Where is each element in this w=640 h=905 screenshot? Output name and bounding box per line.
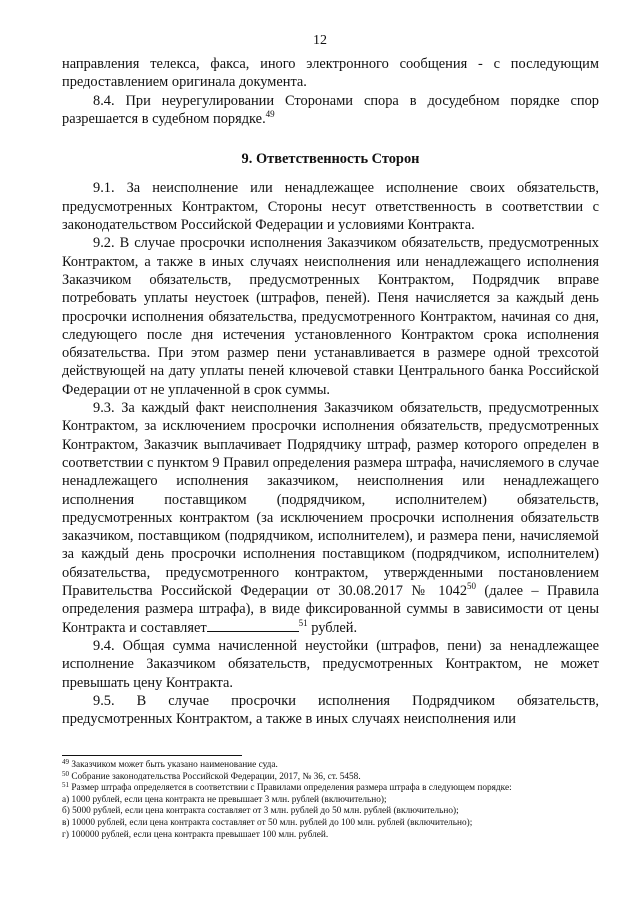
paragraph-9-5: 9.5. В случае просрочки исполнения Подрядчиком обязательств, предусмотренных Контрактом, а также в иных случаях неисполнения или — [62, 692, 599, 728]
paragraph-text: направления телекса, факса, иного электронного сообщения - с последующим предоставлением оригинала документа. — [62, 56, 599, 91]
footnote-text: г) 100000 рублей, если цена контракта превышает 100 млн. рублей. — [62, 829, 329, 840]
paragraph-text: (далее – Правила определения размера штрафа), в виде фиксированной суммы в зависимости от цены Контракта и составляет — [62, 583, 599, 636]
paragraph-text: 9.3. За каждый факт неисполнения Заказчиком обязательств, предусмотренных Контрактом, за исключением просрочки исполнения обязательств, предусмотренных Контрактом, Заказчик выплачивает Подрядчику штраф, размер которого определен в соответствии с пунктом 9 Правил определения размера штрафа, начисляемого в случае ненадлежащего исполнения заказчиком, неисполнения или ненадлежащего исполнения поставщиком (подрядчиком, исполнителем) обязательств, предусмотренных контрактом (за исключением просрочки исполнения обязательств заказчиком, поставщиком (подрядчиком, исполнителем), и размера пени, начисляемой за каждый день просрочки исполнения поставщиком (подрядчиком, исполнителем) обязательства, предусмотренного контрактом, утвержденными постановлением Правительства Российской Федерации от 30.08.2017 № 1042 — [62, 400, 599, 600]
footnote-ref-49: 49 — [265, 108, 275, 119]
footnote-item-c — [62, 818, 599, 830]
footnote-number: 50 — [62, 769, 69, 778]
footnote-49 — [62, 760, 599, 772]
paragraph-9-3 — [62, 399, 599, 637]
footnote-item-b — [62, 806, 599, 818]
footnote-text: б) 5000 рублей, если цена контракта составляет от 3 млн. рублей до 50 млн. рублей (включительно); — [62, 806, 459, 817]
fill-in-blank — [207, 620, 299, 632]
paragraph-9-4: 9.4. Общая сумма начисленной неустойки (штрафов, пени) за ненадлежащее исполнение Заказчиком обязательств, предусмотренных Контрактом, не может превышать цену Контракта. — [62, 637, 599, 691]
paragraph-9-1: 9.1. За неисполнение или ненадлежащее исполнение своих обязательств, предусмотренных Контрактом, Стороны несут ответственность в соответствии с законодательством Российской Федерации и условиями Контракта. — [62, 180, 599, 234]
footnote-number: 51 — [62, 781, 69, 790]
footnote-text: Размер штрафа определяется в соответствии с Правилами определения размера штрафа в следующем порядке: — [69, 783, 512, 794]
section-heading: 9. Ответственность Сторон — [241, 151, 420, 168]
footnote-50 — [62, 769, 599, 784]
footnote-item-d — [62, 830, 599, 842]
footnotes — [62, 755, 599, 841]
footnote-number: 49 — [62, 758, 69, 766]
paragraph-8-4 — [62, 92, 599, 129]
paragraph-text: рублей. — [307, 619, 358, 636]
footnote-ref-51: 51 — [298, 617, 308, 628]
footnote-text: а) 1000 рублей, если цена контракта не превышает 3 млн. рублей (включительно); — [62, 794, 387, 805]
footnote-51 — [62, 783, 599, 795]
footnote-divider — [62, 755, 242, 756]
document-body — [62, 55, 599, 728]
page-number: 12 — [313, 33, 327, 48]
footnote-item-a — [62, 795, 599, 807]
paragraph-continuation — [62, 55, 599, 92]
footnote-text: Заказчиком может быть указано наименование суда. — [69, 760, 278, 770]
paragraph-9-2: 9.2. В случае просрочки исполнения Заказчиком обязательств, предусмотренных Контрактом, а также в иных случаях неисполнения или ненадлежащего исполнения Заказчиком обязательств, предусмотренных Контрактом, Подрядчик вправе потребовать уплаты неустоек (штрафов, пеней). Пеня начисляется за каждый день просрочки исполнения обязательства, предусмотренного Контрактом, начиная со дня, следующего после дня истечения установленного Контрактом срока исполнения обязательства. При этом размер пени устанавливается в размере одной трехсотой действующей на дату уплаты пеней ключевой ставки Центрального банка Российской Федерации от не уплаченной в срок суммы. — [62, 235, 599, 398]
footnote-text: в) 10000 рублей, если цена контракта составляет от 50 млн. рублей до 100 млн. рублей (включительно); — [62, 817, 473, 828]
footnote-ref-50: 50 — [467, 581, 477, 592]
footnote-text: Собрание законодательства Российской Федерации, 2017, № 36, ст. 5458. — [69, 771, 361, 782]
paragraph-text: 8.4. При неурегулировании Сторонами спора в досудебном порядке спор разрешается в судебном порядке. — [62, 92, 599, 127]
